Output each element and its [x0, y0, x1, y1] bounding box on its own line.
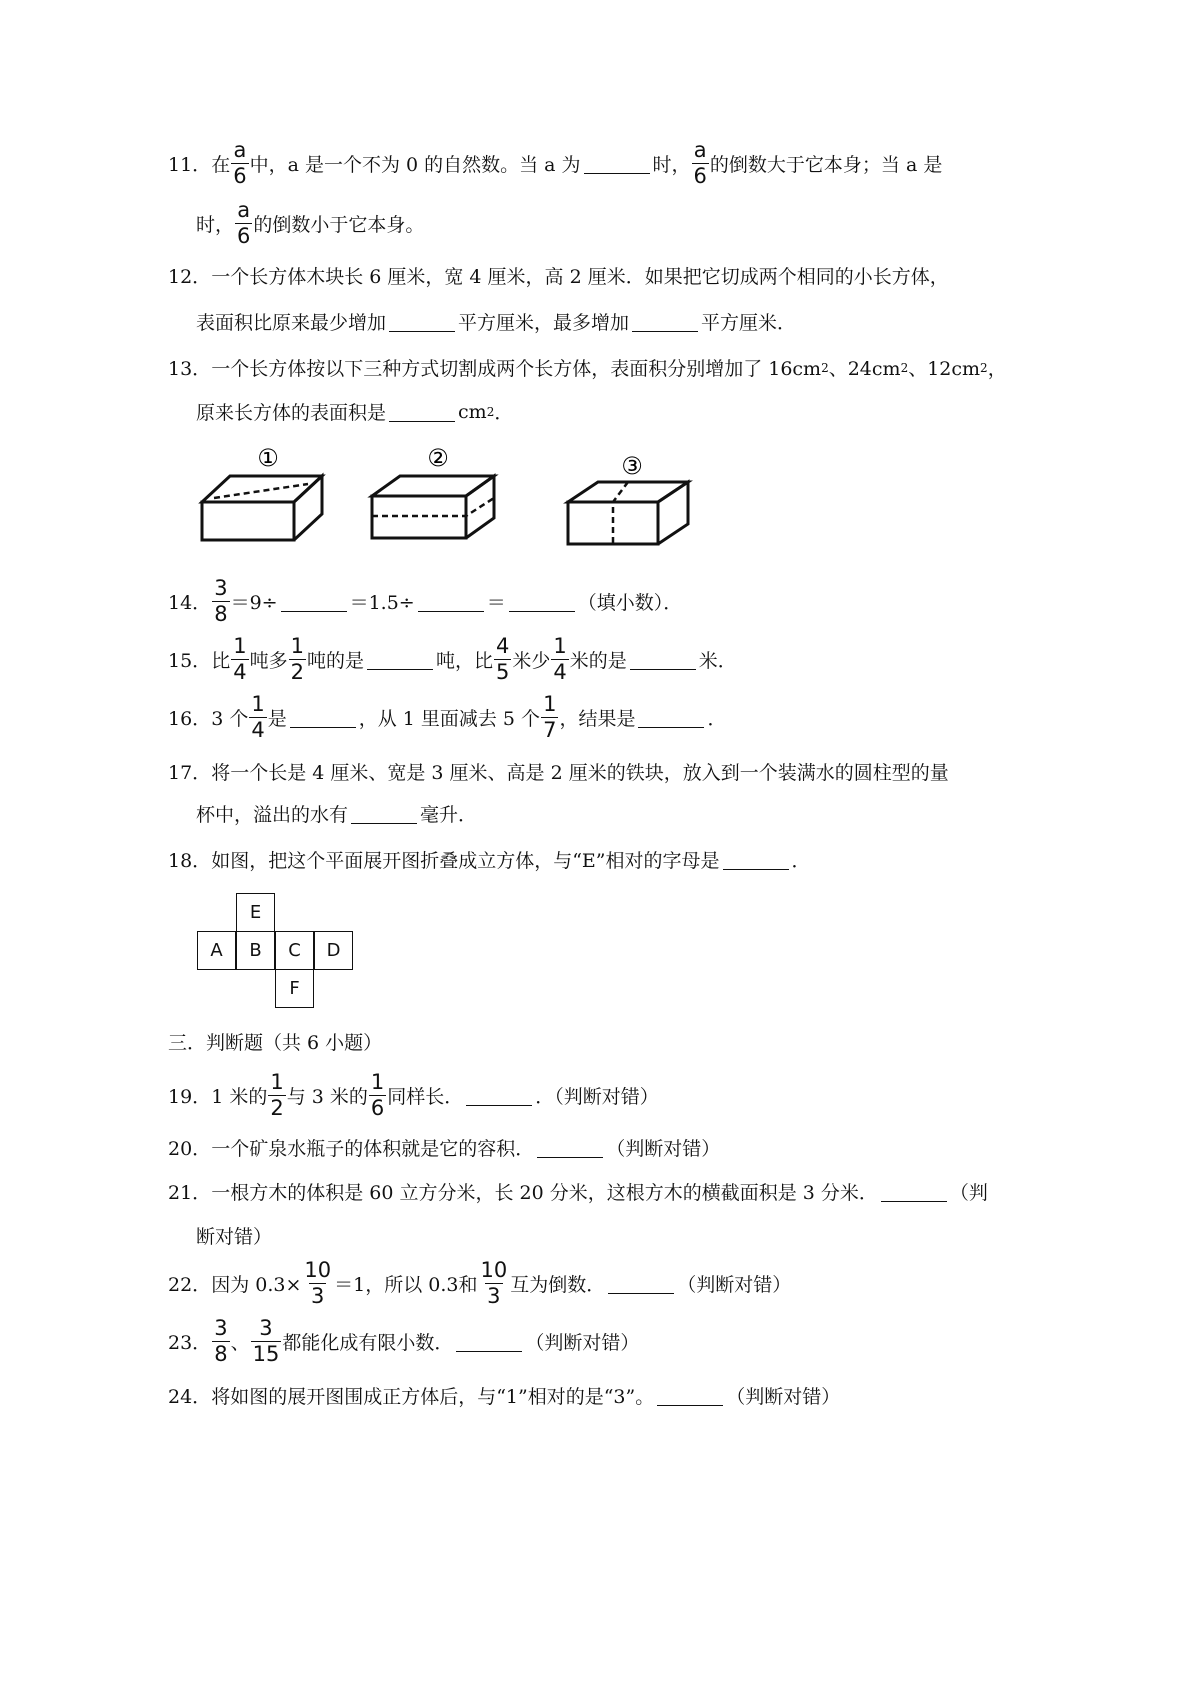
denominator: 6 — [237, 224, 251, 248]
box-1 — [202, 476, 322, 540]
answer-blank[interactable] — [638, 707, 704, 728]
text: 在 — [211, 154, 231, 176]
net-cell-b: B — [236, 931, 275, 970]
text: （判断对错） — [525, 1332, 640, 1354]
answer-blank[interactable] — [367, 649, 433, 670]
question-number: 16． — [168, 708, 212, 730]
denominator: 3 — [487, 1284, 501, 1308]
text: 、24cm — [828, 358, 901, 380]
fraction — [268, 1072, 285, 1119]
fraction — [494, 636, 511, 683]
text: （判断对错） — [677, 1274, 792, 1296]
section-heading: 三．判断题（共 6 小题） — [168, 1032, 383, 1054]
question-13-line-2 — [196, 398, 513, 425]
superscript: 2 — [900, 360, 909, 375]
text: 一个长方体按以下三种方式切割成两个长方体，表面积分别增加了 16cm — [211, 358, 822, 380]
answer-blank[interactable] — [537, 1137, 603, 1158]
net-cell-d: D — [314, 931, 353, 970]
text: 1 米的 — [211, 1086, 268, 1108]
fraction — [231, 636, 248, 683]
text: 与 3 米的 — [286, 1086, 368, 1108]
text: ．（判断对错） — [535, 1086, 659, 1108]
numerator: 1 — [553, 634, 567, 658]
question-12-line-1 — [168, 262, 949, 289]
numerator: 4 — [496, 634, 510, 658]
question-24 — [168, 1382, 840, 1409]
denominator: 8 — [214, 1342, 228, 1366]
text: （判 — [949, 1182, 988, 1204]
text: 原来长方体的表面积是 — [196, 402, 387, 424]
box-2 — [372, 476, 494, 538]
denominator: 3 — [311, 1284, 325, 1308]
text: 平方厘米． — [701, 312, 797, 334]
text: 3 个 — [211, 708, 249, 730]
fraction — [212, 1318, 229, 1365]
text: 中，a 是一个不为 0 的自然数。当 a 为 — [249, 154, 581, 176]
question-number: 14． — [168, 592, 212, 614]
fraction-3-over-8 — [212, 578, 229, 625]
text: 表面积比原来最少增加 — [196, 312, 387, 334]
text: 断对错） — [196, 1226, 273, 1248]
text: 比 — [211, 650, 231, 672]
text: ＝ — [486, 592, 506, 614]
cut-boxes-diagram — [190, 440, 710, 560]
label-2: ② — [427, 444, 449, 472]
text: ＝1，所以 0.3和 — [334, 1274, 478, 1296]
text: 将如图的展开图围成正方体后，与“1”相对的是“3”。 — [211, 1386, 655, 1408]
denominator: 6 — [370, 1096, 385, 1120]
numerator: 10 — [304, 1258, 332, 1282]
question-number: 13． — [168, 358, 212, 380]
question-22 — [168, 1260, 791, 1307]
fraction — [478, 1260, 509, 1307]
fraction-a-over-6 — [235, 200, 252, 247]
text: ． — [791, 850, 811, 872]
numerator: 1 — [370, 1070, 385, 1094]
superscript: 2 — [486, 404, 495, 419]
text: 时， — [652, 154, 691, 176]
question-17-line-2 — [196, 800, 477, 827]
question-15 — [168, 636, 737, 683]
fraction — [541, 694, 558, 741]
fraction — [302, 1260, 333, 1307]
text: 的倒数大于它本身；当 a 是 — [709, 154, 943, 176]
question-12-line-2 — [196, 308, 796, 335]
denominator: 8 — [214, 602, 228, 626]
numerator: 1 — [251, 692, 265, 716]
denominator: 6 — [233, 164, 247, 188]
net-cell-a: A — [197, 931, 236, 970]
denominator: 7 — [543, 718, 557, 742]
text: 的倒数小于它本身。 — [253, 214, 425, 236]
text: 互为倒数． — [510, 1274, 606, 1296]
text: 都能化成有限小数． — [282, 1332, 454, 1354]
text: 吨多 — [249, 650, 288, 672]
text: 吨，比 — [435, 650, 493, 672]
superscript: 2 — [980, 360, 988, 375]
answer-blank[interactable] — [723, 849, 789, 870]
text: 如图，把这个平面展开图折叠成立方体，与“E”相对的字母是 — [211, 850, 720, 872]
answer-blank[interactable] — [389, 401, 455, 422]
text: 一个矿泉水瓶子的体积就是它的容积． — [211, 1138, 535, 1160]
text: 一根方木的体积是 60 立方分米，长 20 分米，这根方木的横截面积是 3 分米． — [211, 1182, 878, 1204]
text: 、12cm — [908, 358, 981, 380]
denominator: 6 — [693, 164, 707, 188]
text: 同样长． — [387, 1086, 464, 1108]
answer-blank[interactable] — [881, 1181, 947, 1202]
answer-blank[interactable] — [290, 707, 356, 728]
cube-net — [197, 893, 357, 1003]
denominator: 5 — [496, 660, 510, 684]
question-13-line-1 — [168, 354, 1007, 381]
fraction — [249, 694, 266, 741]
question-number: 20． — [168, 1138, 212, 1160]
question-21-line-2 — [196, 1222, 272, 1249]
answer-blank[interactable] — [351, 803, 417, 824]
numerator: a — [237, 198, 251, 222]
text: ，从 1 里面减去 5 个 — [358, 708, 541, 730]
denominator: 2 — [290, 660, 304, 684]
text: （填小数）． — [577, 592, 683, 614]
answer-blank[interactable] — [418, 591, 484, 612]
text: （判断对错） — [606, 1138, 721, 1160]
question-number: 17． — [168, 762, 212, 784]
label-1: ① — [257, 444, 279, 472]
text: ． — [707, 708, 727, 730]
question-number: 15． — [168, 650, 212, 672]
question-23 — [168, 1318, 639, 1365]
numerator: 10 — [480, 1258, 508, 1282]
question-number: 19． — [168, 1086, 212, 1108]
numerator: a — [233, 138, 247, 162]
net-cell-e: E — [236, 893, 275, 932]
text: 吨的是 — [306, 650, 364, 672]
fraction-a-over-6 — [231, 140, 248, 187]
text: cm — [458, 400, 487, 423]
fraction — [369, 1072, 386, 1119]
numerator: 1 — [543, 692, 557, 716]
denominator: 15 — [252, 1342, 280, 1366]
text: 平方厘米，最多增加 — [458, 312, 630, 334]
text: 杯中，溢出的水有 — [196, 804, 349, 826]
question-16 — [168, 694, 726, 741]
answer-blank[interactable] — [630, 649, 696, 670]
answer-blank[interactable] — [466, 1085, 532, 1106]
text: 米的是 — [569, 650, 627, 672]
numerator: 1 — [270, 1070, 284, 1094]
text: 是 — [267, 708, 287, 730]
fraction — [551, 636, 568, 683]
text: 时， — [196, 214, 235, 236]
numerator: 1 — [290, 634, 304, 658]
answer-blank[interactable] — [657, 1385, 723, 1406]
numerator: 3 — [259, 1316, 273, 1340]
answer-blank[interactable] — [509, 591, 575, 612]
question-number: 21． — [168, 1182, 212, 1204]
question-number: 24． — [168, 1386, 212, 1408]
label-3: ③ — [621, 452, 643, 480]
text: 毫升． — [420, 804, 478, 826]
fraction — [251, 1318, 282, 1365]
text: ＝1.5÷ — [349, 592, 415, 614]
question-11-line-1 — [168, 140, 942, 187]
superscript: 2 — [821, 360, 829, 375]
text: 因为 0.3× — [211, 1274, 302, 1296]
denominator: 4 — [553, 660, 567, 684]
numerator: 3 — [214, 576, 228, 600]
answer-blank[interactable] — [456, 1331, 522, 1352]
answer-blank[interactable] — [584, 153, 650, 174]
question-14 — [168, 578, 682, 625]
numerator: 1 — [233, 634, 247, 658]
text: ， — [987, 358, 1007, 380]
box-3 — [568, 482, 688, 544]
denominator: 4 — [251, 718, 265, 742]
text: 将一个长是 4 厘米、宽是 3 厘米、高是 2 厘米的铁块，放入到一个装满水的圆柱型的量 — [211, 762, 949, 784]
question-21-line-1 — [168, 1178, 988, 1205]
net-cell-f: F — [275, 969, 314, 1008]
text: 一个长方体木块长 6 厘米，宽 4 厘米，高 2 厘米．如果把它切成两个相同的小长方体， — [211, 266, 949, 288]
answer-blank[interactable] — [389, 311, 455, 332]
question-number: 18． — [168, 850, 212, 872]
text: 米少 — [512, 650, 551, 672]
denominator: 4 — [233, 660, 247, 684]
question-number: 23． — [168, 1332, 212, 1354]
fraction — [289, 636, 306, 683]
text: ． — [494, 402, 514, 424]
text: ，结果是 — [559, 708, 636, 730]
question-19 — [168, 1072, 659, 1119]
numerator: 3 — [214, 1316, 228, 1340]
answer-blank[interactable] — [281, 591, 347, 612]
text: ＝9÷ — [230, 592, 278, 614]
answer-blank[interactable] — [632, 311, 698, 332]
net-cell-c: C — [275, 931, 314, 970]
question-18 — [168, 846, 811, 873]
fraction-a-over-6 — [692, 140, 709, 187]
text: 米． — [698, 650, 737, 672]
question-17-line-1 — [168, 758, 949, 785]
question-11-line-2 — [196, 200, 424, 247]
numerator: a — [693, 138, 707, 162]
question-number: 12． — [168, 266, 212, 288]
question-number: 11． — [168, 154, 212, 176]
answer-blank[interactable] — [608, 1273, 674, 1294]
question-20 — [168, 1134, 720, 1161]
text: （判断对错） — [726, 1386, 841, 1408]
question-number: 22． — [168, 1274, 212, 1296]
denominator: 2 — [270, 1096, 284, 1120]
text: 、 — [230, 1332, 250, 1354]
